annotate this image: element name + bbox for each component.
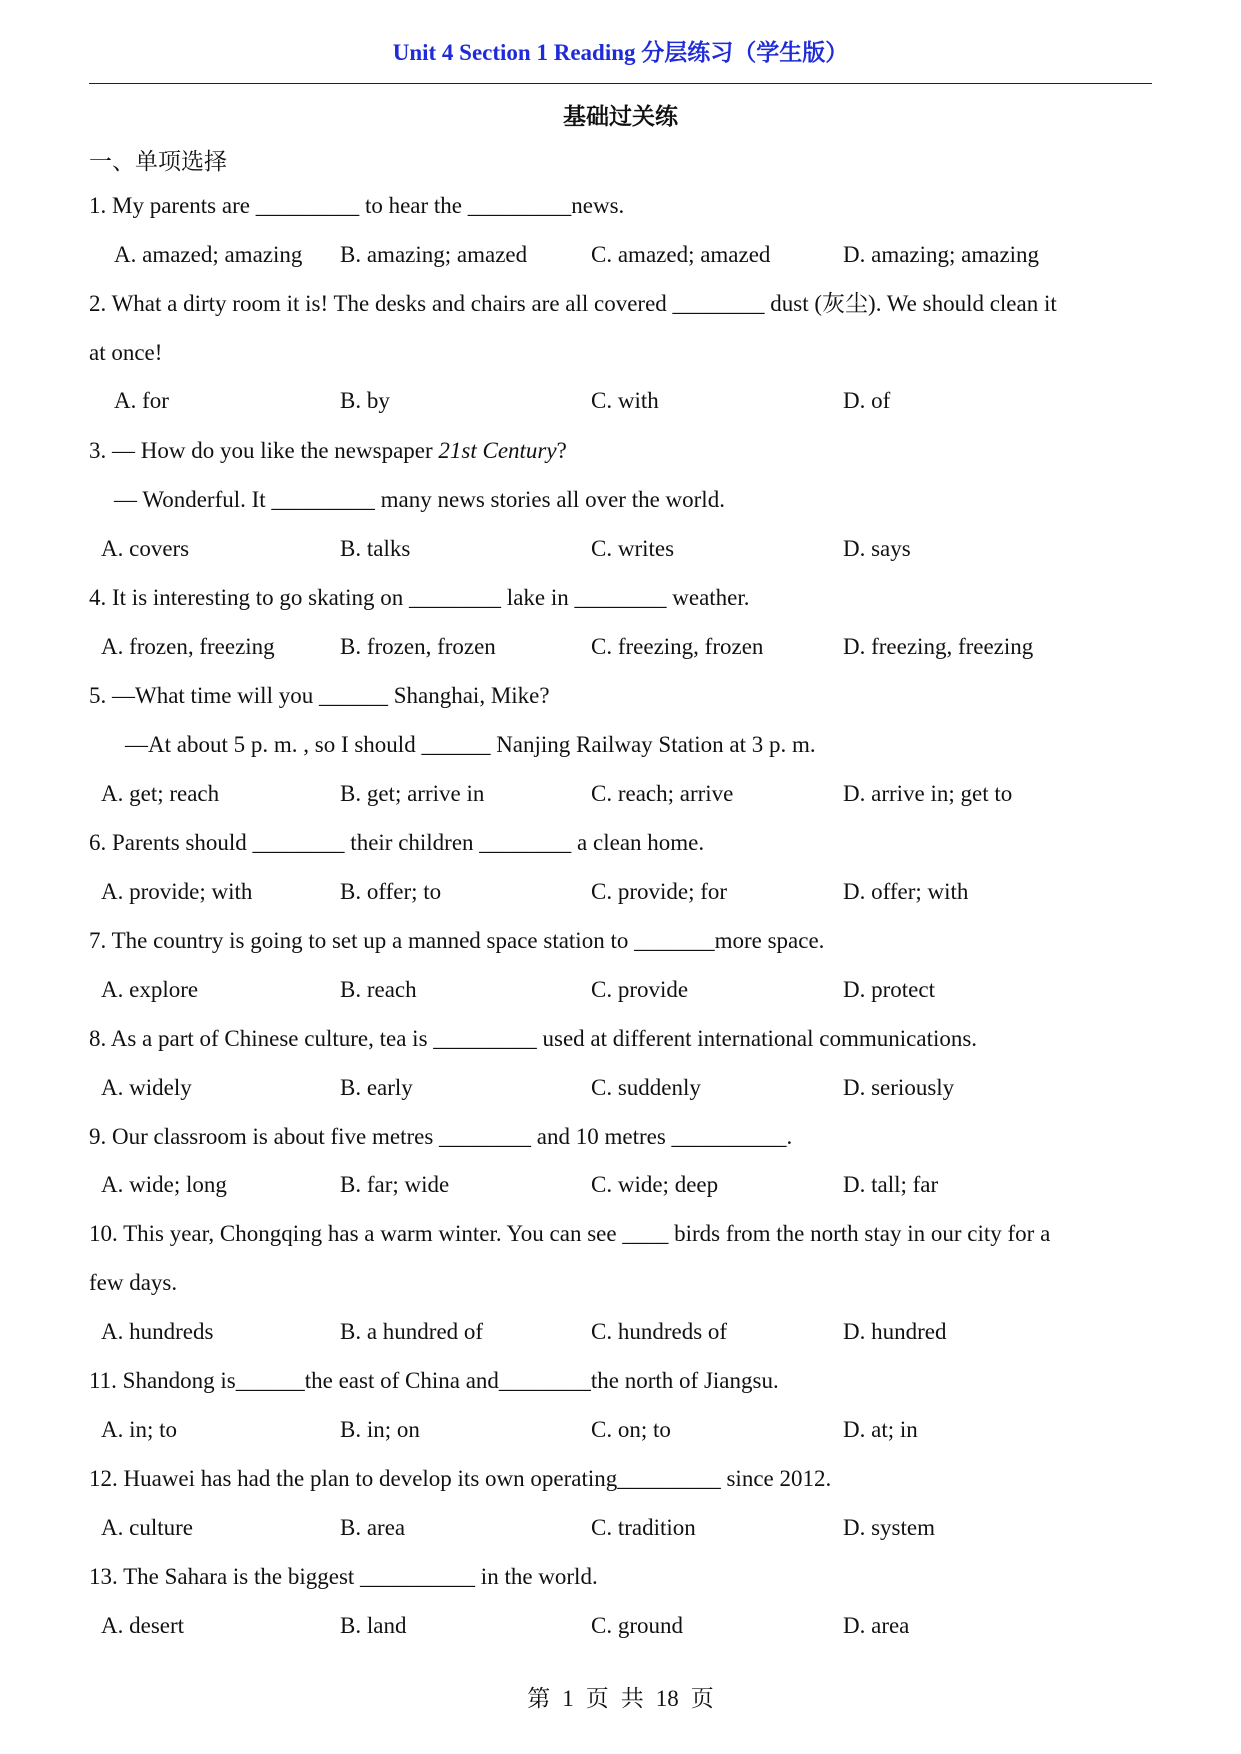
footer-label-ye: 页 [585, 1686, 609, 1711]
question-4-option-a: A. frozen, freezing [101, 634, 275, 659]
question-5-option-a: A. get; reach [101, 781, 220, 806]
question-5-reply: —At about 5 p. m. , so I should ______ Nanjing Railway Station at 3 p. m. [125, 732, 816, 757]
question-2-option-a: A. for [114, 388, 169, 413]
question-13-option-b: B. land [340, 1613, 407, 1638]
question-13-stem: 13. The Sahara is the biggest __________ in the world. [89, 1564, 598, 1589]
page-footer [0, 1680, 1241, 1713]
question-13-option-d: D. area [843, 1613, 910, 1638]
question-11-option-d: D. at; in [843, 1417, 918, 1442]
question-2-option-c: C. with [591, 388, 659, 413]
footer-page-total: 18 [655, 1686, 679, 1711]
question-10-option-b: B. a hundred of [340, 1319, 484, 1344]
question-12-option-b: B. area [340, 1515, 406, 1540]
question-4-option-d: D. freezing, freezing [843, 634, 1034, 659]
question-2-option-d: D. of [843, 388, 891, 413]
question-11-stem: 11. Shandong is______the east of China and________the north of Jiangsu. [89, 1368, 779, 1393]
question-4-stem: 4. It is interesting to go skating on ________ lake in ________ weather. [89, 585, 750, 610]
question-11-option-b: B. in; on [340, 1417, 420, 1442]
question-1-option-c: C. amazed; amazed [591, 242, 771, 267]
header-rule [89, 83, 1152, 84]
question-10-stem-cont: few days. [89, 1270, 178, 1295]
question-5-stem: 5. —What time will you ______ Shanghai, Mike? [89, 683, 550, 708]
question-8-option-c: C. suddenly [591, 1075, 701, 1100]
question-3-stem [89, 436, 567, 466]
question-2-stem: 2. What a dirty room it is! The desks and chairs are all covered ________ dust (灰尘). We should clean it [89, 291, 1057, 316]
question-1-option-a: A. amazed; amazing [114, 242, 303, 267]
question-7-option-a: A. explore [101, 977, 199, 1002]
question-10-option-d: D. hundred [843, 1319, 947, 1344]
question-6-option-c: C. provide; for [591, 879, 728, 904]
question-9-option-b: B. far; wide [340, 1172, 450, 1197]
question-7-stem: 7. The country is going to set up a manned space station to _______more space. [89, 928, 825, 953]
question-5-option-c: C. reach; arrive [591, 781, 734, 806]
question-3-option-c: C. writes [591, 536, 675, 561]
question-7-option-b: B. reach [340, 977, 417, 1002]
question-8-stem: 8. As a part of Chinese culture, tea is _________ used at different international communications. [89, 1026, 978, 1051]
question-10-option-c: C. hundreds of [591, 1319, 728, 1344]
question-6-option-b: B. offer; to [340, 879, 442, 904]
footer-page-number: 1 [562, 1686, 574, 1711]
question-12-option-d: D. system [843, 1515, 935, 1540]
question-1-stem: 1. My parents are _________ to hear the _________news. [89, 193, 625, 218]
question-9-option-d: D. tall; far [843, 1172, 939, 1197]
question-9-option-a: A. wide; long [101, 1172, 227, 1197]
footer-label-gong: 共 [620, 1686, 644, 1711]
section-heading: 一、单项选择 [89, 149, 227, 174]
question-6-option-d: D. offer; with [843, 879, 969, 904]
question-8-option-a: A. widely [101, 1075, 192, 1100]
question-6-option-a: A. provide; with [101, 879, 253, 904]
header-title: Unit 4 Section 1 Reading 分层练习（学生版） [392, 40, 849, 65]
question-1-option-d: D. amazing; amazing [843, 242, 1040, 267]
question-9-option-c: C. wide; deep [591, 1172, 719, 1197]
question-9-stem: 9. Our classroom is about five metres ________ and 10 metres __________. [89, 1124, 793, 1149]
question-6-stem: 6. Parents should ________ their children ________ a clean home. [89, 830, 705, 855]
question-12-option-a: A. culture [101, 1515, 193, 1540]
question-11-option-a: A. in; to [101, 1417, 178, 1442]
question-12-option-c: C. tradition [591, 1515, 696, 1540]
question-4-option-b: B. frozen, frozen [340, 634, 496, 659]
question-3-option-a: A. covers [101, 536, 190, 561]
question-8-option-b: B. early [340, 1075, 413, 1100]
question-5-option-d: D. arrive in; get to [843, 781, 1013, 806]
question-5-option-b: B. get; arrive in [340, 781, 485, 806]
question-3-stem-italic: 21st Century [438, 438, 557, 463]
question-3-option-b: B. talks [340, 536, 411, 561]
question-11-option-c: C. on; to [591, 1417, 671, 1442]
question-4-option-c: C. freezing, frozen [591, 634, 764, 659]
footer-label-di: 第 [527, 1686, 551, 1711]
question-2-option-b: B. by [340, 388, 390, 413]
question-3-stem-end: ? [556, 438, 567, 463]
question-8-option-d: D. seriously [843, 1075, 955, 1100]
question-7-option-d: D. protect [843, 977, 935, 1002]
question-1-option-b: B. amazing; amazed [340, 242, 528, 267]
question-10-stem: 10. This year, Chongqing has a warm winter. You can see ____ birds from the north stay in our city for a [89, 1221, 1051, 1246]
question-10-option-a: A. hundreds [101, 1319, 214, 1344]
question-2-stem-cont: at once! [89, 340, 163, 365]
footer-label-ye-2: 页 [690, 1686, 714, 1711]
question-13-option-c: C. ground [591, 1613, 683, 1638]
question-7-option-c: C. provide [591, 977, 689, 1002]
question-3-reply: — Wonderful. It _________ many news stories all over the world. [114, 487, 725, 512]
question-3-option-d: D. says [843, 536, 911, 561]
question-3-stem-text: 3. — How do you like the newspaper [89, 438, 439, 463]
section-subtitle: 基础过关练 [563, 104, 678, 129]
question-13-option-a: A. desert [101, 1613, 185, 1638]
question-12-stem: 12. Huawei has had the plan to develop its own operating_________ since 2012. [89, 1466, 832, 1491]
